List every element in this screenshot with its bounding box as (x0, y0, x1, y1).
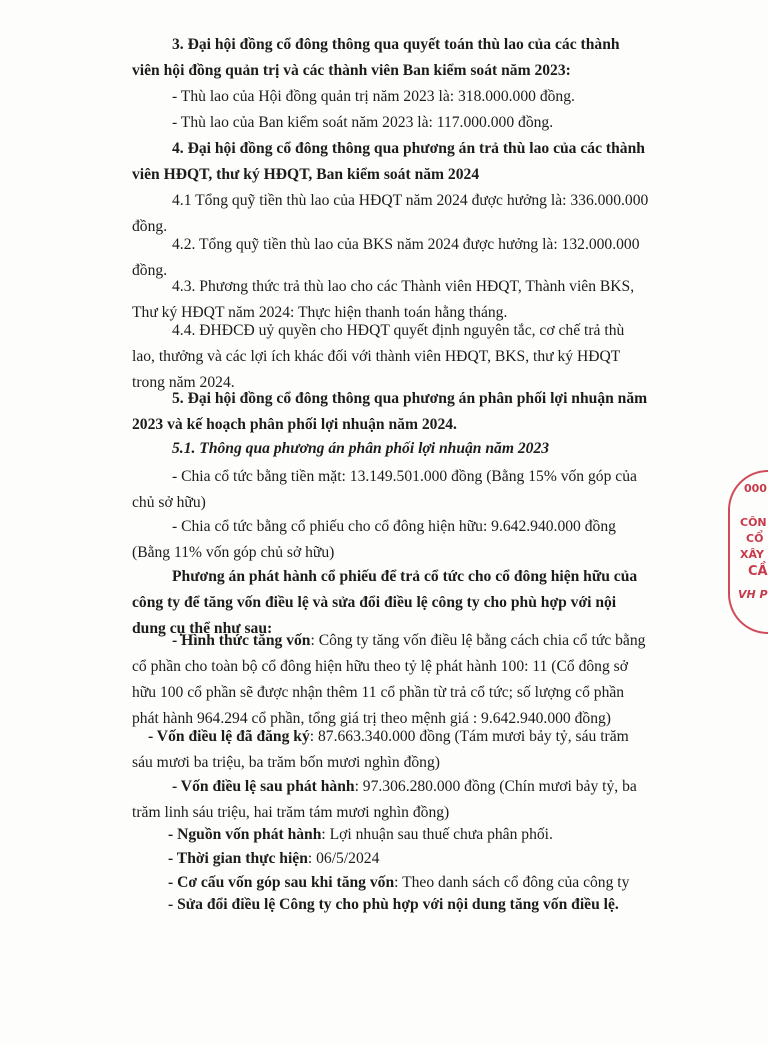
registered-capital: - Vốn điều lệ đã đăng ký: 87.663.340.000 đồng (Tám mươi bảy tỷ, sáu trăm sáu mươi ba triệu, ba trăm bốn mươi nghìn đồng) (132, 728, 629, 771)
para-4-1: 4.1 Tổng quỹ tiền thù lao của HĐQT năm 2024 được hưởng là: 336.000.000 đồng. (132, 192, 649, 235)
para-4-2: 4.2. Tổng quỹ tiền thù lao của BKS năm 2024 được hưởng là: 132.000.000 đồng. (132, 236, 640, 279)
capital-source: - Nguồn vốn phát hành: Lợi nhuận sau thuế chưa phân phối. (168, 826, 553, 843)
section-4-heading: 4. Đại hội đồng cổ đông thông qua phương án trả thù lao của các thành viên HĐQT, thư ký HĐQT, Ban kiểm soát năm 2024 (132, 140, 645, 183)
section-5-heading: 5. Đại hội đồng cổ đông thông qua phương án phân phối lợi nhuận năm 2023 và kế hoạch phân phối lợi nhuận năm 2024. (132, 390, 648, 433)
capital-structure: - Cơ cấu vốn góp sau khi tăng vốn: Theo danh sách cổ đông của công ty (168, 874, 630, 891)
implementation-time: - Thời gian thực hiện: 06/5/2024 (168, 850, 380, 867)
para-4-4: 4.4. ĐHĐCĐ uỷ quyền cho HĐQT quyết định nguyên tắc, cơ chế trả thù lao, thưởng và các lợi ích khác đối với thành viên HĐQT, BKS, thư ký HĐQT trong năm 2024. (132, 322, 625, 391)
stock-dividend: - Chia cổ tức bằng cổ phiếu cho cổ đông hiện hữu: 9.642.940.000 đồng (Bằng 11% vốn góp chủ sở hữu) (132, 518, 616, 561)
section-3-item-1: - Thù lao của Hội đồng quản trị năm 2023 là: 318.000.000 đồng. (172, 88, 575, 105)
capital-increase-form: - Hình thức tăng vốn: Công ty tăng vốn điều lệ bằng cách chia cổ tức bằng cổ phần cho toàn bộ cổ đông hiện hữu theo tỷ lệ phát hành 100: 11 (Cổ đông sở hữu 100 cổ phần sẽ được nhận thêm 11 cổ phần từ trả cổ tức; số lượng cổ phần phát hành 964.294 cổ phần, tổng giá trị theo mệnh giá : 9.642.940.000 đồng) (132, 632, 646, 727)
section-3-heading: 3. Đại hội đồng cổ đông thông qua quyết toán thù lao của các thành viên hội đồng quản trị và các thành viên Ban kiểm soát năm 2023: (132, 36, 620, 79)
cash-dividend: - Chia cổ tức bằng tiền mặt: 13.149.501.000 đồng (Bằng 15% vốn góp của chủ sở hữu) (132, 468, 637, 511)
subsection-5-1-title: 5.1. Thông qua phương án phân phối lợi nhuận năm 2023 (172, 440, 550, 457)
section-3-item-2: - Thù lao của Ban kiểm soát năm 2023 là: 117.000.000 đồng. (172, 114, 554, 131)
charter-amendment: - Sửa đổi điều lệ Công ty cho phù hợp với nội dung tăng vốn điều lệ. (168, 896, 619, 913)
capital-after-issuance: - Vốn điều lệ sau phát hành: 97.306.280.000 đồng (Chín mươi bảy tỷ, ba trăm linh sáu triệu, hai trăm tám mươi nghìn đồng) (132, 778, 637, 821)
company-seal-stamp: 000 CÔN CỔ XÂY CẦ VH P (728, 470, 768, 634)
issuance-plan-heading: Phương án phát hành cổ phiếu để trả cổ tức cho cổ đông hiện hữu của công ty để tăng vốn điều lệ và sửa đổi điều lệ công ty cho phù hợp với nội dung cụ thể như sau: (132, 568, 638, 637)
para-4-3: 4.3. Phương thức trả thù lao cho các Thành viên HĐQT, Thành viên BKS, Thư ký HĐQT năm 2024: Thực hiện thanh toán hằng tháng. (132, 278, 635, 321)
